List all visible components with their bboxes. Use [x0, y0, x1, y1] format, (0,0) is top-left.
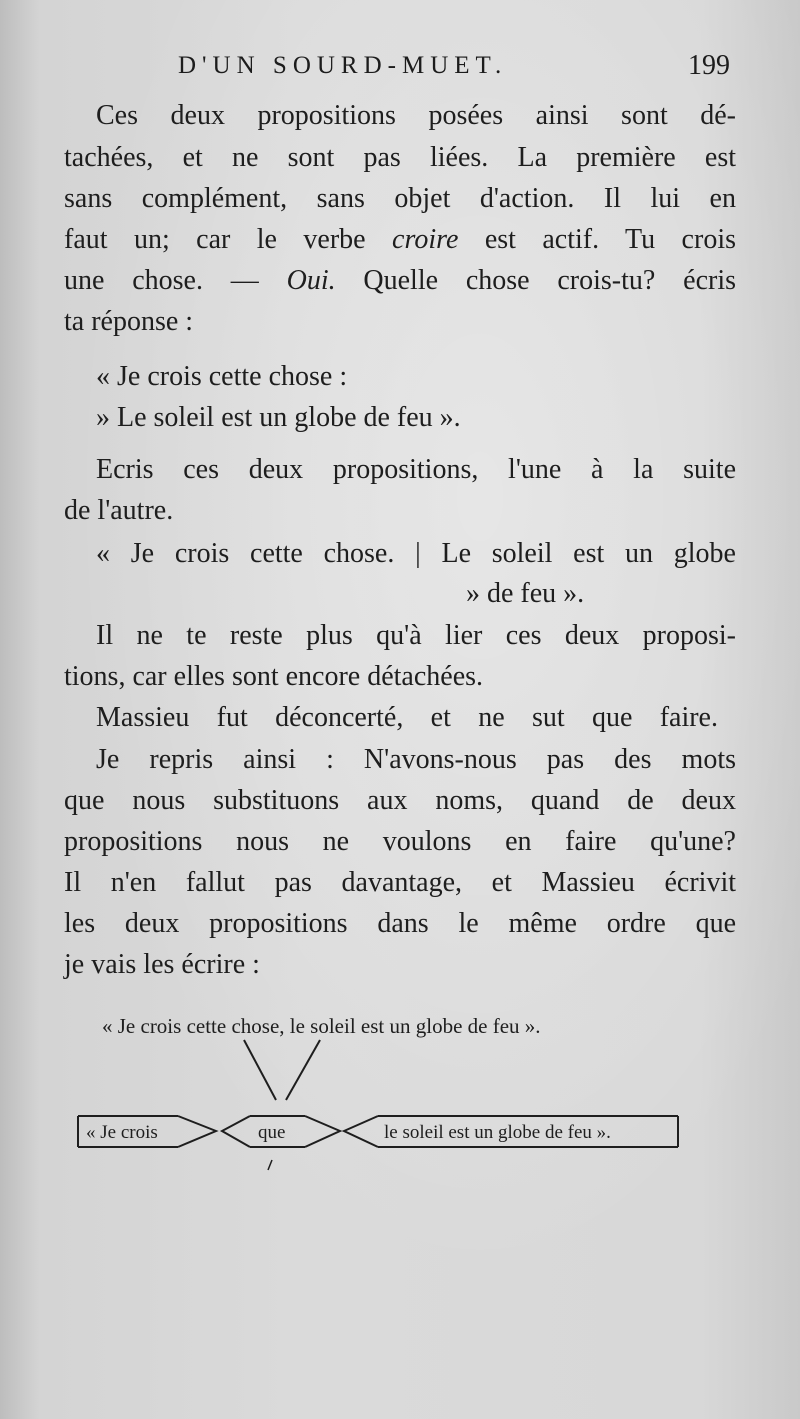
connector-line [286, 1040, 320, 1100]
quote-line: » Le soleil est un globe de feu ». [96, 402, 461, 433]
italic-word: Oui. [286, 265, 336, 296]
text-line: les deux propositions dans le même ordre que [64, 908, 736, 939]
quote-line: « Je crois cette chose. | Le soleil est un globe [96, 538, 736, 569]
quote-line: » de feu ». [466, 578, 585, 609]
text-span: une chose. — [64, 265, 287, 296]
ink-mark [268, 1160, 272, 1170]
text-line: Il n'en fallut pas davantage, et Massieu écrivit [64, 867, 736, 898]
quote-line: « Je crois cette chose : [96, 361, 348, 392]
text-line: Ces deux propositions posées ainsi sont dé- [96, 100, 736, 131]
example-sentence: « Je crois cette chose, le soleil est un globe de feu ». [102, 1014, 541, 1038]
running-head: D'UN SOURD-MUET. [178, 52, 508, 79]
text-line: tions, car elles sont encore détachées. [64, 661, 484, 692]
box-arrow [178, 1116, 216, 1147]
text-line: de l'autre. [64, 495, 174, 526]
text-line: sans complément, sans objet d'action. Il lui en [64, 183, 736, 214]
diagram-left-label: « Je crois [86, 1122, 158, 1143]
italic-word: croire [392, 224, 459, 255]
text-span: est actif. Tu crois [458, 224, 736, 255]
text-line: tachées, et ne sont pas liées. La première est [64, 142, 736, 173]
text-line: Ecris ces deux propositions, l'une à la suite [96, 454, 736, 485]
text-line: Massieu fut déconcerté, et ne sut que faire. [96, 702, 718, 733]
text-line: Je repris ainsi : N'avons-nous pas des mots [96, 744, 736, 775]
diagram-right-label: le soleil est un globe de feu ». [384, 1122, 611, 1143]
text-line: que nous substituons aux noms, quand de deux [64, 785, 736, 816]
diagram-center-label: que [258, 1122, 286, 1143]
text-line: ta réponse : [64, 306, 194, 337]
page-number: 199 [688, 50, 730, 81]
text-span: faut un; car le verbe [64, 224, 393, 255]
text-line: je vais les écrire : [64, 949, 260, 980]
text-span: Quelle chose crois-tu? écris [335, 265, 737, 296]
box-arrow [344, 1116, 378, 1147]
box-arrow [222, 1116, 250, 1147]
connector-line [244, 1040, 276, 1100]
box-arrow [305, 1116, 340, 1147]
text-line: Il ne te reste plus qu'à lier ces deux proposi- [96, 620, 736, 651]
text-line: propositions nous ne voulons en faire qu'une? [64, 826, 736, 857]
